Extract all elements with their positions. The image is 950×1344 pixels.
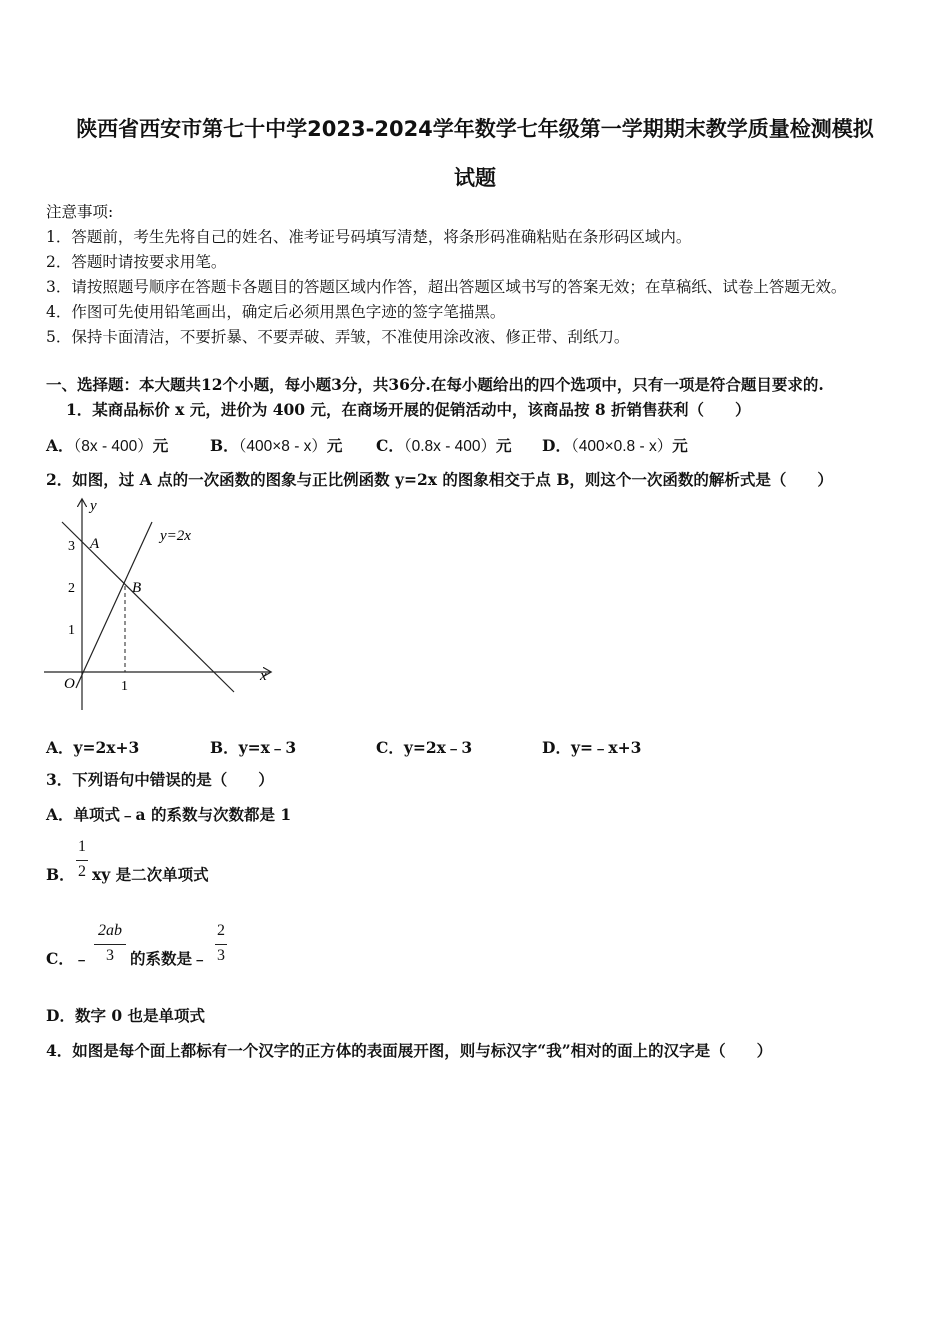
notice-item-5: 5．保持卡面清洁，不要折暴、不要弄破、弄皱，不准使用涂改液、修正带、刮纸刀。	[46, 328, 630, 346]
q3-c-fraction1-numerator: 2ab	[98, 922, 122, 939]
question-2-stem: 2．如图，过 A 点的一次函数的图象与正比例函数 y=2x 的图象相交于点 B，则这个一次函数的解析式是（ ）	[46, 470, 833, 489]
q1-option-b: B．（400×8 - x）元	[210, 436, 343, 455]
q3-c-fraction2-bar	[215, 944, 227, 945]
question-1-stem: 1．某商品标价 x 元，进价为 400 元，在商场开展的促销活动中，该商品按 8 折销售获利（ ）	[66, 400, 751, 419]
q3-option-d: D．数字 0 也是单项式	[46, 1006, 206, 1025]
q1-option-d: D．（400×0.8 - x）元	[542, 436, 688, 455]
point-a-label: A	[90, 536, 100, 552]
notice-item-1: 1．答题前，考生先将自己的姓名、准考证号码填写清楚，将条形码准确粘贴在条形码区域内。	[46, 228, 692, 246]
x-axis-label: x	[260, 668, 267, 684]
q3-b-fraction-numerator: 1	[78, 838, 86, 855]
origin-label: O	[64, 676, 75, 692]
q3-option-c-mid: 的系数是﹣	[130, 949, 208, 968]
line-label-y-2x: y=2x	[160, 528, 191, 544]
y-axis-label: y	[90, 498, 97, 514]
q1-option-c: C．（0.8x - 400）元	[376, 436, 512, 455]
notice-item-3: 3．请按照题号顺序在答题卡各题目的答题区域内作答，超出答题区域书写的答案无效；在草稿纸、试卷上答题无效。	[46, 278, 847, 296]
notice-item-4: 4．作图可先使用铅笔画出，确定后必须用黑色字迹的签字笔描黑。	[46, 303, 506, 321]
y-tick-2: 2	[68, 581, 75, 596]
q3-option-a: A．单项式﹣a 的系数与次数都是 1	[46, 805, 292, 824]
q2-option-d: D．y=﹣x+3	[542, 738, 642, 757]
question-3-stem: 3．下列语句中错误的是（ ）	[46, 770, 274, 789]
q3-c-fraction1-bar	[94, 944, 126, 945]
q3-c-fraction2-numerator: 2	[217, 922, 225, 939]
point-b-label: B	[132, 580, 142, 596]
y-tick-1: 1	[68, 623, 75, 638]
q3-b-fraction-denominator: 2	[78, 863, 86, 880]
q2-graph-figure	[40, 492, 280, 714]
q1-option-a: A．（8x - 400）元	[46, 436, 169, 455]
x-tick-1: 1	[121, 679, 128, 694]
q3-c-fraction1-denominator: 3	[106, 947, 114, 964]
notice-heading: 注意事项:	[46, 203, 114, 221]
q3-b-fraction-bar	[76, 860, 88, 861]
section-heading: 一、选择题：本大题共12个小题，每小题3分，共36分.在每小题给出的四个选项中，只有一项是符合题目要求的.	[46, 375, 824, 394]
q3-option-b-letter: B．	[46, 865, 75, 884]
line-through-a-b	[62, 522, 234, 692]
q3-option-c-letter: C．﹣	[46, 949, 90, 968]
q2-option-b: B．y=x﹣3	[210, 738, 297, 757]
y-tick-3: 3	[68, 539, 75, 554]
page-title-continued: 试题	[454, 166, 496, 190]
q3-c-fraction2-denominator: 3	[217, 947, 225, 964]
page-title: 陕西省西安市第七十中学2023-2024学年数学七年级第一学期期末教学质量检测模拟	[76, 117, 874, 141]
q2-option-c: C．y=2x﹣3	[376, 738, 473, 757]
notice-item-2: 2．答题时请按要求用笔。	[46, 253, 227, 271]
q3-option-b-text: xy 是二次单项式	[92, 865, 209, 884]
q2-option-a: A．y=2x+3	[46, 738, 140, 757]
question-4-stem: 4．如图是每个面上都标有一个汉字的正方体的表面展开图，则与标汉字“我”相对的面上的汉字是（ ）	[46, 1041, 773, 1060]
